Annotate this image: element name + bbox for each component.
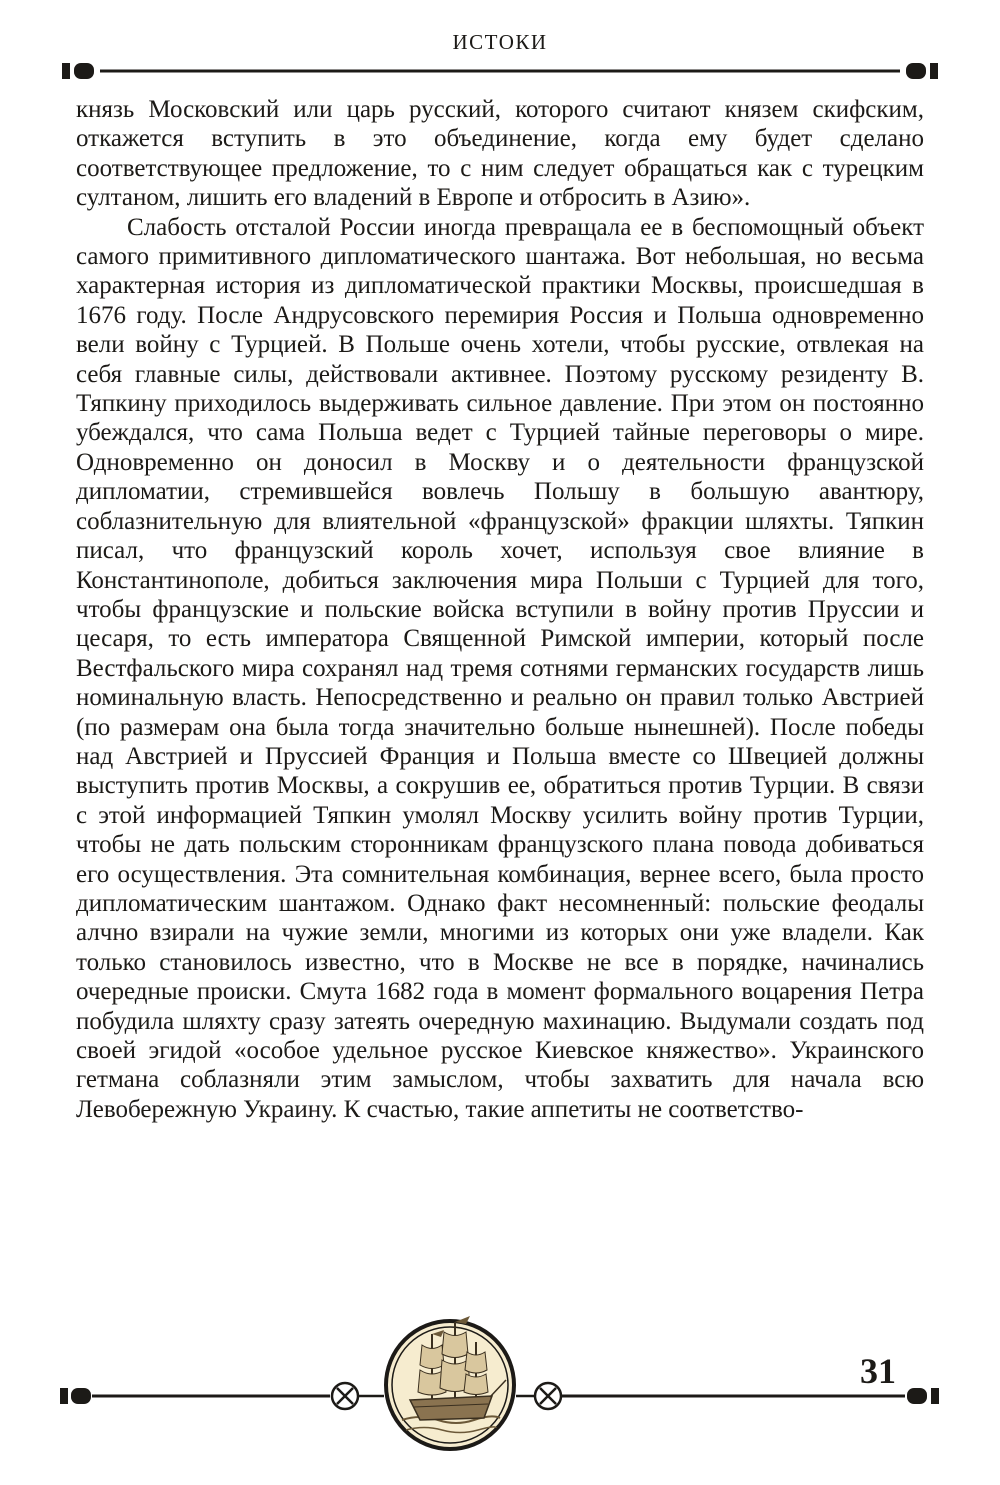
body-text bbox=[76, 95, 924, 1124]
x-knot-left-icon bbox=[332, 1383, 384, 1409]
ship-medallion-icon bbox=[386, 1316, 514, 1449]
header-rule-icon bbox=[62, 63, 938, 79]
x-knot-right-icon bbox=[516, 1383, 561, 1409]
paragraph-continuation: князь Московский или царь русский, которого считают князем скифским, откажется вступить в это объединение, когда ему будет сделано соответствующее предложение, то с ним следует обращаться как с турецким султаном, лишить его владений в Европе и отбросить в Азию». bbox=[76, 96, 924, 212]
footer-rule-left-icon bbox=[60, 1388, 330, 1404]
paragraph-main: Слабость отсталой России иногда превращала ее в беспомощный объект самого примитивного дипломатического шантажа. Вот небольшая, но весьма характерная история из дипломатической практики Москвы, происшедшая в 1676 году. После Андрусовского перемирия Россия и Польша одновременно вели войну с Турцией. В Польше очень хотели, чтобы русские, отвлекая на себя главные силы, действовали активнее. Поэтому русскому резиденту В. Тяпкину приходилось выдерживать сильное давление. При этом он постоянно убеждался, что сама Польша ведет с Турцией тайные переговоры о мире. Одновременно он доносил в Москву и о деятельности французской дипломатии, стремившейся вовлечь Польшу в большую авантюру, соблазнительную для влиятельной «французской» фракции шляхты. Тяпкин писал, что французский король хочет, используя свое влияние в Константинополе, добиться заключения мира Польши с Турцией для того, чтобы французские и польские войска вступили в войну против Пруссии и цесаря, то есть императора Священной Римской империи, который после Вестфальского мира сохранял над тремя сотнями германских государств лишь номинальную власть. Непосредственно и реально он правил только Австрией (по размерам она была тогда значительно больше нынешней). После победы над Австрией и Пруссией Франция и Польша вместе со Швецией должны выступить против Москвы, а сокрушив ее, обратиться против Турции. В связи с этой информацией Тяпкин умолял Москву усилить войну против Турции, чтобы не дать польским сторонникам французского плана повода добиваться его осуществления. Эта сомнительная комбинация, вернее всего, была просто дипломатическим шантажом. Однако факт несомненный: польские феодалы алчно взирали на чужие земли, многими из которых они уже владели. Как только становилось известно, что в Москве не все в порядке, начинались очередные происки. Смута 1682 года в момент формального воцарения Петра побудила шляхту сразу затеять очередную махинацию. Выдумали создать под своей эгидой «особое удельное русское Киевское княжество». Украинского гетмана соблазняли этим замыслом, чтобы захватить для начала всю Левобережную Украину. К счастью, такие аппетиты не соответство- bbox=[76, 213, 924, 1123]
page-number: 31 bbox=[860, 1351, 896, 1391]
running-head: ИСТОКИ bbox=[452, 30, 548, 54]
